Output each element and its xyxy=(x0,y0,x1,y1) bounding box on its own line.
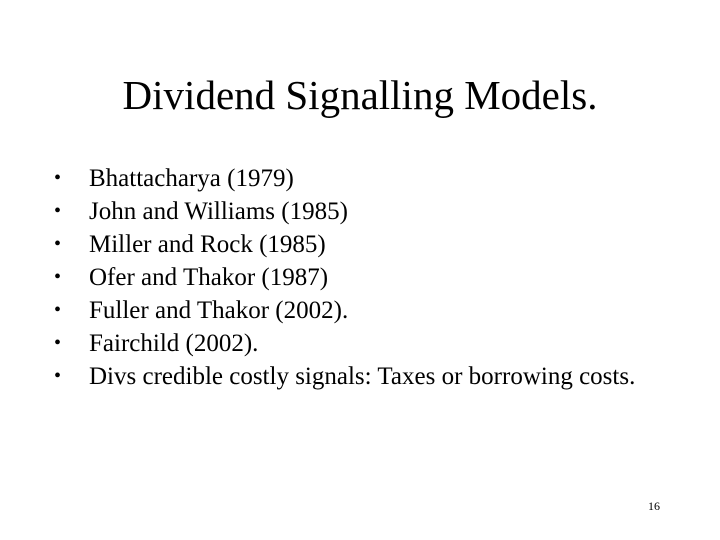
bullet-list xyxy=(0,162,720,393)
slide-title: Dividend Signalling Models. xyxy=(122,72,598,118)
bullet-icon: • xyxy=(54,299,62,321)
bullet-icon: • xyxy=(54,332,62,354)
bullet-item xyxy=(0,228,649,261)
bullet-icon: • xyxy=(54,266,62,288)
bullet-text: Ofer and Thakor (1987) xyxy=(89,264,329,291)
bullet-text: Fuller and Thakor (2002). xyxy=(89,297,349,324)
bullet-text: Bhattacharya (1979) xyxy=(89,165,294,192)
bullet-text: Divs credible costly signals: Taxes or borrowing costs. xyxy=(89,363,636,390)
bullet-text: John and Williams (1985) xyxy=(89,198,348,225)
bullet-item xyxy=(0,327,649,360)
bullet-item xyxy=(0,294,649,327)
bullet-item xyxy=(0,162,649,195)
bullet-icon: • xyxy=(54,200,62,222)
bullet-text: Miller and Rock (1985) xyxy=(89,231,326,258)
page-number: 16 xyxy=(648,499,660,513)
bullet-item xyxy=(0,261,649,294)
bullet-item xyxy=(0,360,649,393)
bullet-icon: • xyxy=(54,233,62,255)
bullet-item xyxy=(0,195,649,228)
bullet-text: Fairchild (2002). xyxy=(89,330,259,357)
bullet-icon: • xyxy=(54,167,62,189)
bullet-icon: • xyxy=(54,365,62,387)
